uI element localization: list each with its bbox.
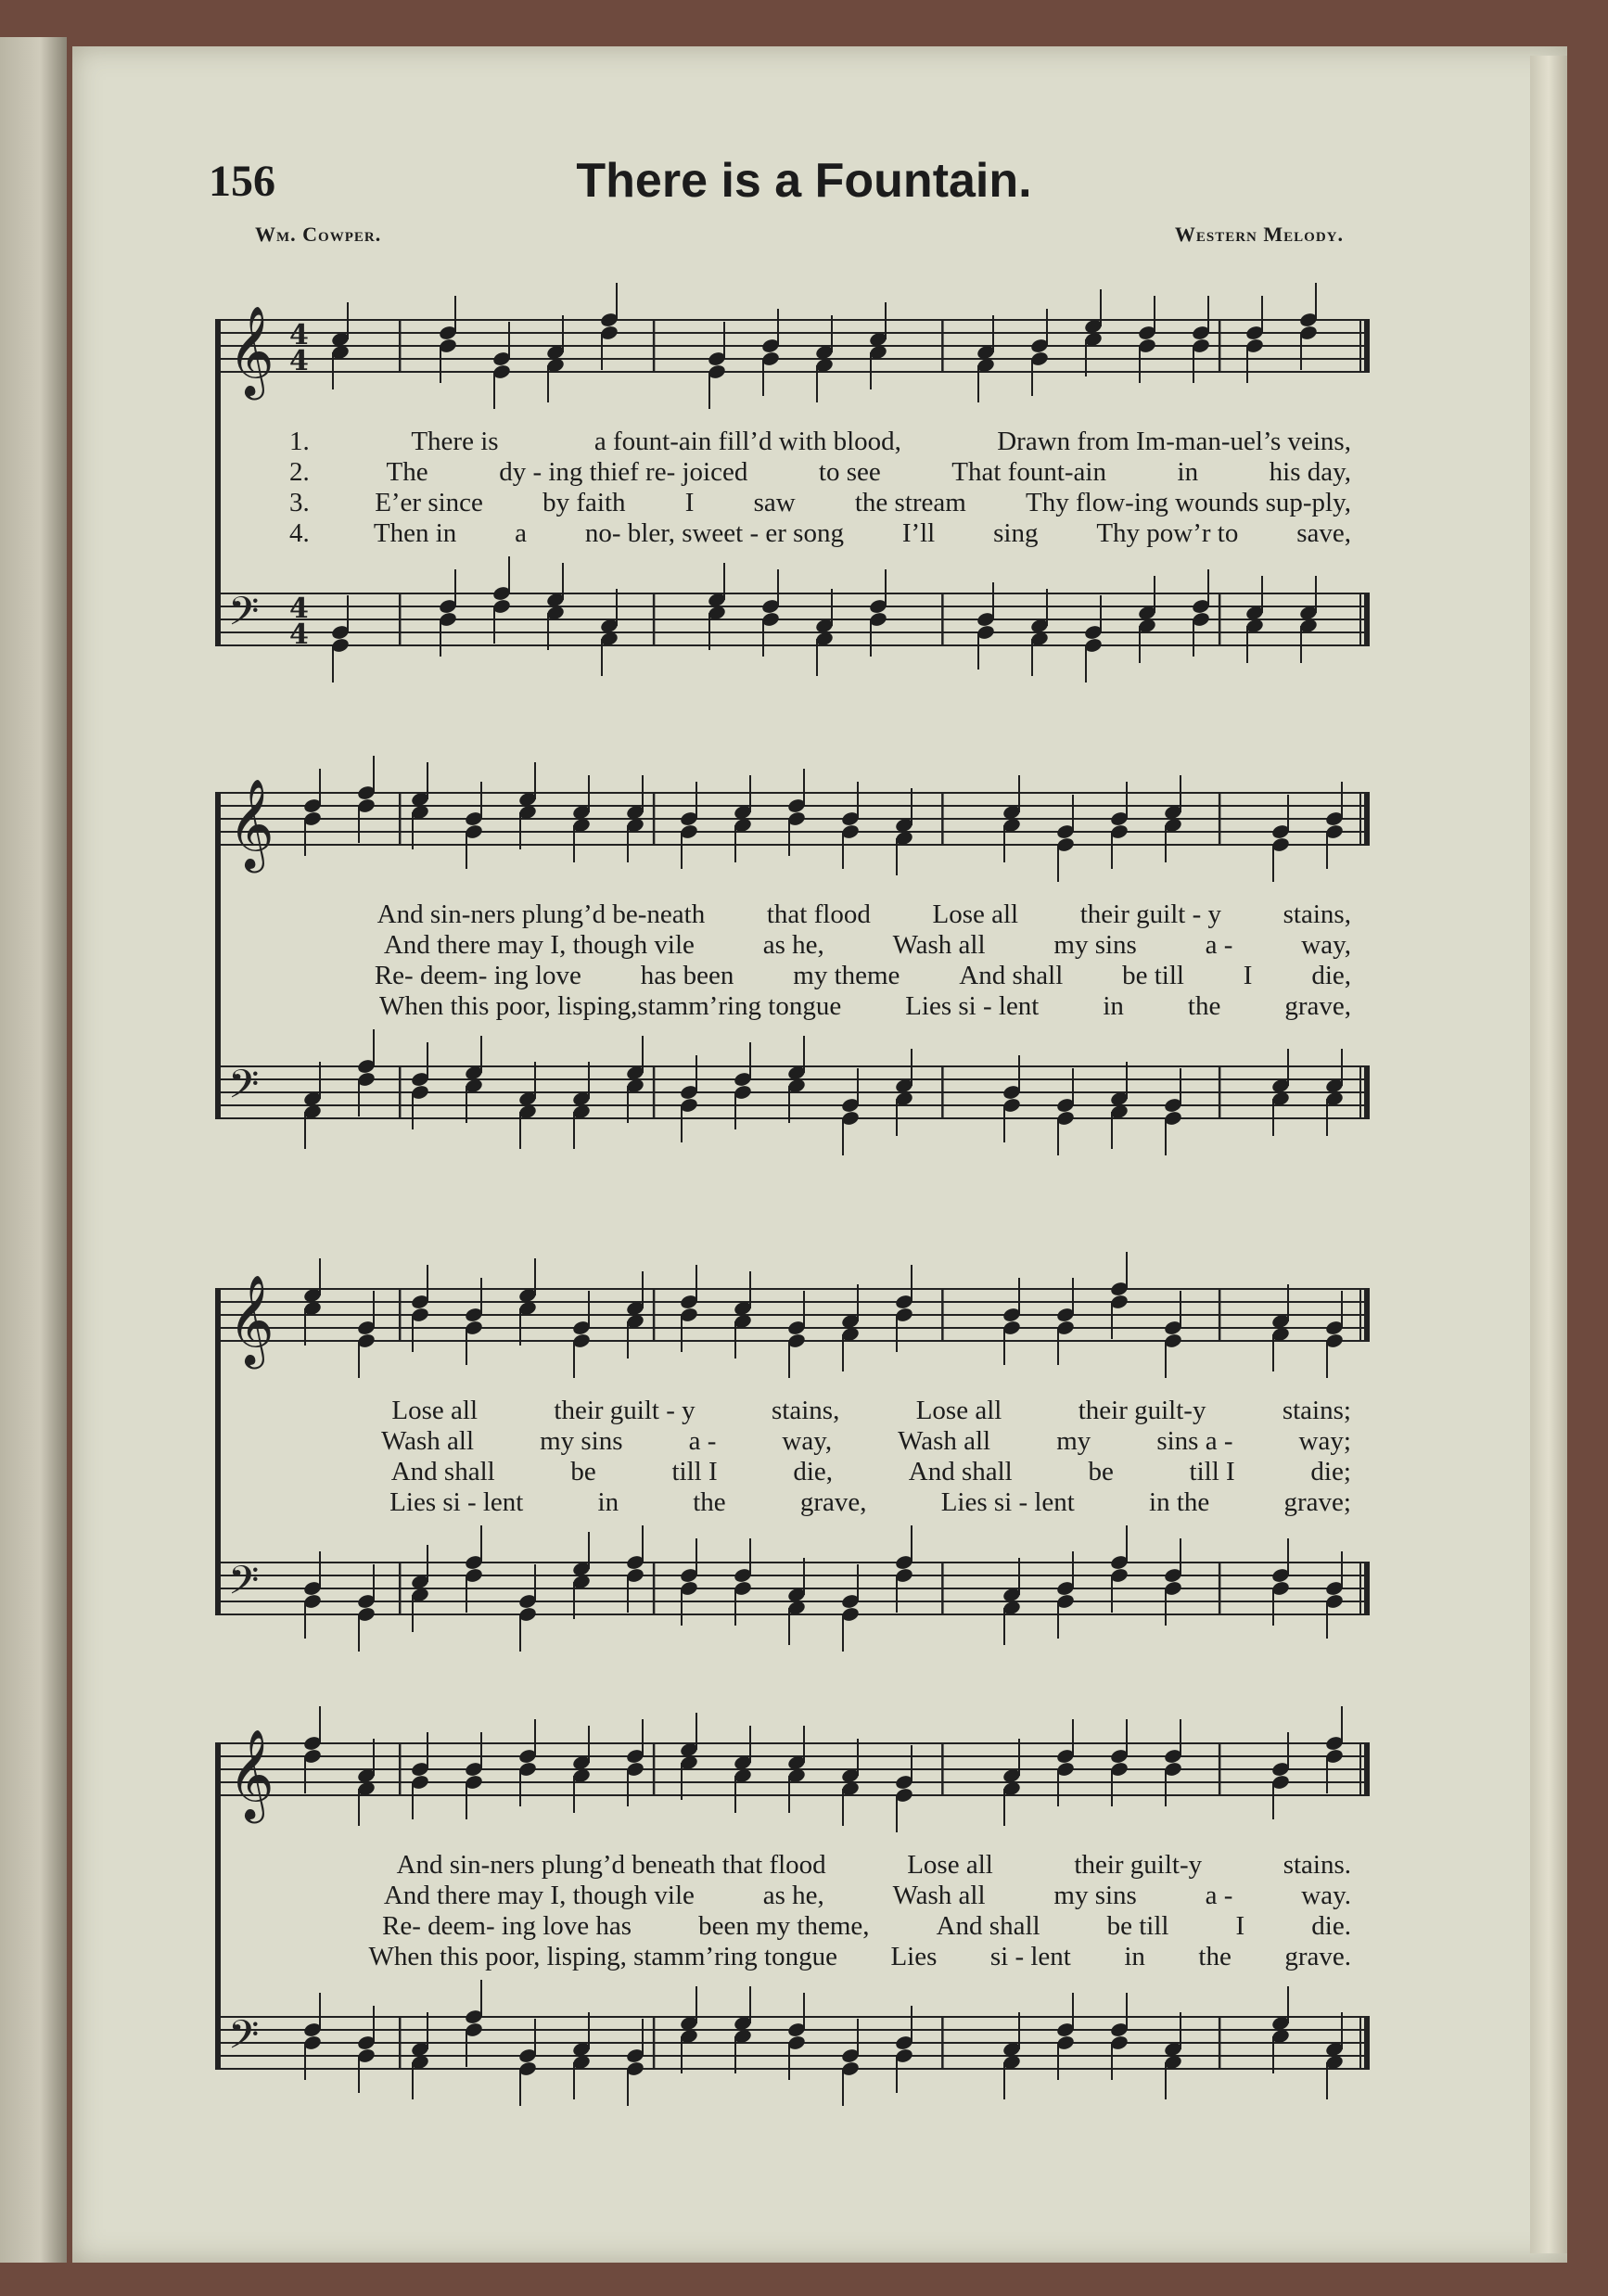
lyric-segment: That fount-ain <box>951 457 1106 487</box>
note <box>894 1265 913 1352</box>
lyric-segment: And sin-ners plung’d beneath that flood <box>396 1850 826 1880</box>
lyric-segment: Thy pow’r to <box>1096 518 1239 548</box>
lyric-segment: my theme <box>793 961 900 990</box>
lyric-segment: that flood <box>766 899 871 929</box>
note <box>599 283 619 370</box>
note <box>1109 1252 1129 1339</box>
lyric-segment: way, <box>1301 930 1351 960</box>
lyric-segment: Wash all <box>892 930 986 960</box>
note <box>517 1719 537 1806</box>
lyric-segment: There is <box>411 427 499 456</box>
note <box>840 782 860 869</box>
note <box>840 1564 860 1652</box>
lyric-segment: And shall <box>908 1457 1013 1486</box>
lyric-segment: grave; <box>1283 1487 1351 1517</box>
time-signature-bottom: 4 <box>289 619 309 651</box>
verse-number <box>289 930 315 961</box>
lyric-segment: sing <box>993 518 1039 548</box>
note <box>1055 1993 1075 2080</box>
lyric-segment: their guilt-y <box>1078 1396 1206 1425</box>
note <box>464 1525 483 1613</box>
note <box>840 1068 860 1155</box>
note <box>464 1980 483 2067</box>
lyric-segment: stains, <box>772 1396 840 1425</box>
bass-staff <box>215 1980 1370 2106</box>
time-signature-top: 4 <box>289 593 309 625</box>
treble-staff-svg <box>215 1702 1370 1841</box>
note <box>1055 795 1075 882</box>
lyric-segment: till I <box>671 1457 718 1486</box>
bass-clef-icon: 𝄢 <box>228 1558 260 1614</box>
lyric-segment: Drawn from Im-man-uel’s veins, <box>997 427 1351 456</box>
lyric-segment: die, <box>793 1457 834 1486</box>
note <box>1163 1291 1182 1378</box>
lyric-line <box>215 1911 1370 1942</box>
note <box>1270 1538 1290 1626</box>
lyric-segment: And shall <box>936 1911 1040 1941</box>
lyric-segment: grave, <box>1284 991 1351 1021</box>
lyric-segment: Lies <box>890 1942 938 1971</box>
note <box>786 769 806 856</box>
verse-number <box>289 899 315 930</box>
lyric-segment: Thy flow-ing wounds sup-ply, <box>1026 488 1351 517</box>
note <box>786 1993 806 2080</box>
lyric-segment: their guilt - y <box>1079 899 1221 929</box>
lyric-segment: sins a - <box>1156 1426 1233 1456</box>
note <box>1191 296 1210 383</box>
lyric-segment: saw <box>753 488 796 517</box>
verse-number: 3. <box>289 488 310 517</box>
lyric-line <box>215 1457 1370 1487</box>
lyric-segment: way, <box>782 1426 833 1456</box>
lyrics-block <box>215 1850 1370 1972</box>
lyric-line <box>215 518 1370 549</box>
verse-number <box>289 1457 315 1487</box>
note <box>410 1042 429 1129</box>
lyric-segment: my sins <box>540 1426 623 1456</box>
lyric-segment: Re- deem- ing love <box>374 961 581 990</box>
note <box>1270 1732 1290 1819</box>
note <box>1055 1068 1075 1155</box>
lyric-segment: till I <box>1189 1457 1235 1486</box>
note <box>1324 1551 1344 1639</box>
lyric-segment: in the <box>1149 1487 1210 1517</box>
note <box>1083 595 1103 682</box>
lyric-segment: has been <box>640 961 734 990</box>
lyric-segment: I <box>1235 1911 1245 1941</box>
note <box>894 2006 913 2093</box>
time-signature-bottom: 4 <box>289 345 309 377</box>
note <box>1163 1719 1182 1806</box>
lyric-segment: Wash all <box>381 1426 475 1456</box>
bass-clef-icon: 𝄢 <box>228 589 260 644</box>
lyric-line <box>215 1850 1370 1881</box>
lyric-segment: When this poor, lisping,stamm’ring tongue <box>378 991 842 1021</box>
lyric-segment: Lose all <box>391 1396 478 1425</box>
note <box>302 1993 322 2080</box>
lyric-segment: a fount-ain fill’d with blood, <box>593 427 901 456</box>
lyric-line <box>215 1396 1370 1426</box>
lyric-segment: his day, <box>1269 457 1351 487</box>
note <box>491 556 511 644</box>
lyric-segment: their guilt-y <box>1074 1850 1203 1880</box>
lyric-segment: the <box>693 1487 726 1517</box>
lyric-segment: die. <box>1311 1911 1351 1941</box>
lyric-line <box>215 961 1370 991</box>
lyric-segment: in <box>1177 457 1199 487</box>
lyric-segment: stains, <box>1283 899 1351 929</box>
lyric-segment: Re- deem- ing love has <box>382 1911 632 1941</box>
lyric-segment: Lose all <box>907 1850 993 1880</box>
lyric-segment: way; <box>1298 1426 1351 1456</box>
lyric-segment: a - <box>688 1426 717 1456</box>
note <box>894 1745 913 1832</box>
note <box>976 582 995 670</box>
note <box>1055 1719 1075 1806</box>
note <box>1109 1993 1129 2080</box>
lyric-line <box>215 488 1370 518</box>
note <box>356 1029 376 1116</box>
lyric-segment: dy - ing thief re- joiced <box>499 457 748 487</box>
note <box>868 569 887 657</box>
lyric-segment: a <box>515 518 527 548</box>
lyric-segment: to see <box>818 457 881 487</box>
treble-staff-svg <box>215 751 1370 890</box>
lyric-segment: I <box>684 488 695 517</box>
lyric-segment: When this poor, lisping, stamm’ring tongue <box>368 1942 837 1971</box>
lyric-line <box>215 427 1370 457</box>
lyric-segment: the <box>1187 991 1221 1021</box>
lyric-segment: as he, <box>762 1881 824 1910</box>
note <box>786 1291 806 1378</box>
lyric-segment: in <box>597 1487 619 1517</box>
lyric-line <box>215 930 1370 961</box>
note <box>302 1551 322 1639</box>
lyric-segment: their guilt - y <box>554 1396 696 1425</box>
lyric-segment: And there may I, though vile <box>383 930 695 960</box>
lyric-segment: stains; <box>1282 1396 1351 1425</box>
note <box>1029 309 1049 396</box>
lyric-segment: be till <box>1122 961 1184 990</box>
lyric-segment: die; <box>1310 1457 1351 1486</box>
note <box>491 322 511 409</box>
note <box>410 1265 429 1352</box>
verse-number: 1. <box>289 427 310 456</box>
note <box>760 309 780 396</box>
lyric-segment: be till <box>1106 1911 1169 1941</box>
lyric-segment: been my theme, <box>698 1911 870 1941</box>
lyric-segment: And shall <box>390 1457 495 1486</box>
note <box>1055 1551 1075 1639</box>
note <box>571 1291 591 1378</box>
lyric-segment: Then in <box>373 518 457 548</box>
note <box>1324 782 1344 869</box>
treble-clef-icon: 𝄞 <box>228 778 274 869</box>
bass-staff <box>215 1029 1370 1155</box>
lyric-segment: be <box>570 1457 596 1486</box>
lyric-segment: Lose all <box>915 1396 1002 1425</box>
note <box>1324 1706 1344 1793</box>
note <box>1137 296 1156 383</box>
lyric-segment: I <box>1243 961 1253 990</box>
lyrics-block <box>215 1396 1370 1518</box>
lyric-segment: the <box>1198 1942 1232 1971</box>
lyric-segment: save, <box>1296 518 1351 548</box>
verse-number <box>289 1911 315 1942</box>
note <box>1109 1719 1129 1806</box>
bass-clef-icon: 𝄢 <box>228 1062 260 1117</box>
lyrics-block <box>215 899 1370 1022</box>
lyric-segment: Lose all <box>932 899 1019 929</box>
note <box>517 2019 537 2106</box>
lyric-line <box>215 1426 1370 1457</box>
lyric-line <box>215 1942 1370 1972</box>
note <box>625 1525 644 1613</box>
note <box>356 1291 376 1378</box>
bass-staff-svg <box>215 556 1370 705</box>
lyric-segment: Lies si - lent <box>905 991 1040 1021</box>
lyrics-block <box>215 427 1370 549</box>
treble-clef-icon: 𝄞 <box>228 1728 274 1819</box>
note <box>464 1278 483 1365</box>
bass-staff-svg <box>215 1525 1370 1674</box>
tune-credit: Western Melody. <box>1174 223 1344 246</box>
note <box>438 569 457 657</box>
verse-number <box>289 1881 315 1911</box>
note <box>464 782 483 869</box>
page-stack-edge <box>1530 56 1567 2253</box>
note <box>1324 1291 1344 1378</box>
lyric-segment: in <box>1124 1942 1145 1971</box>
verse-number <box>289 1942 315 1972</box>
verse-number <box>289 961 315 991</box>
note <box>1270 795 1290 882</box>
note <box>1244 296 1264 383</box>
previous-page-edge <box>0 37 67 2263</box>
lyric-segment: Lies si - lent <box>389 1487 524 1517</box>
verse-number <box>289 991 315 1022</box>
note <box>733 1538 752 1626</box>
time-signature-top: 4 <box>289 319 309 351</box>
lyric-line <box>215 457 1370 488</box>
lyric-segment: stains. <box>1283 1850 1351 1880</box>
note <box>1163 1068 1182 1155</box>
lyric-segment: Lies si - lent <box>940 1487 1075 1517</box>
author-credit: Wm. Cowper. <box>255 223 382 246</box>
note <box>1298 283 1318 370</box>
lyric-segment: Wash all <box>892 1881 986 1910</box>
treble-staff-svg <box>215 1247 1370 1386</box>
note <box>625 2019 644 2106</box>
hymn-title: There is a Fountain. <box>576 154 1032 208</box>
treble-staff <box>215 1252 1370 1378</box>
note <box>707 322 726 409</box>
treble-clef-icon: 𝄞 <box>228 305 274 396</box>
note <box>1109 1525 1129 1613</box>
lyric-segment: no- bler, sweet - er song <box>584 518 844 548</box>
lyric-segment: my sins <box>1053 1881 1137 1910</box>
treble-staff <box>215 283 1370 409</box>
lyric-segment: grave. <box>1284 1942 1351 1971</box>
note <box>356 2006 376 2093</box>
note <box>679 1538 698 1626</box>
note <box>410 1732 429 1819</box>
lyric-segment: a - <box>1205 1881 1233 1910</box>
lyric-line <box>215 1487 1370 1518</box>
note <box>1055 1278 1075 1365</box>
lyric-segment: die, <box>1311 961 1351 990</box>
lyric-segment: be <box>1088 1457 1114 1486</box>
treble-clef-icon: 𝄞 <box>228 1274 274 1365</box>
note <box>356 1564 376 1652</box>
lyric-segment: E’er since <box>375 488 483 517</box>
verse-number: 4. <box>289 518 310 548</box>
note <box>760 569 780 657</box>
lyric-segment: And there may I, though vile <box>383 1881 695 1910</box>
note <box>679 1055 698 1142</box>
note <box>302 769 322 856</box>
verse-number <box>289 1426 315 1457</box>
note <box>302 1706 322 1793</box>
lyric-segment: by faith <box>542 488 626 517</box>
note <box>356 756 376 843</box>
lyric-segment: in <box>1103 991 1124 1021</box>
note <box>733 1042 752 1129</box>
note <box>1002 1055 1021 1142</box>
verse-number <box>289 1487 315 1518</box>
bass-staff <box>215 1525 1370 1652</box>
lyric-segment: And sin-ners plung’d be-neath <box>376 899 706 929</box>
note <box>894 1525 913 1613</box>
note <box>517 1564 537 1652</box>
treble-staff-svg <box>215 278 1370 417</box>
lyric-segment: my <box>1056 1426 1091 1456</box>
note <box>438 296 457 383</box>
treble-staff <box>215 756 1370 882</box>
bass-clef-icon: 𝄢 <box>228 2012 260 2068</box>
bass-staff <box>215 556 1370 682</box>
verse-number <box>289 1850 315 1881</box>
lyric-segment: The <box>386 457 428 487</box>
note <box>679 782 698 869</box>
note <box>625 1719 644 1806</box>
lyric-segment: a - <box>1205 930 1233 960</box>
lyric-segment: the stream <box>854 488 966 517</box>
treble-staff <box>215 1706 1370 1832</box>
lyric-line <box>215 899 1370 930</box>
note <box>1163 1538 1182 1626</box>
verse-number: 2. <box>289 457 310 487</box>
bass-staff-svg <box>215 1029 1370 1178</box>
note <box>1191 569 1210 657</box>
note <box>679 1265 698 1352</box>
lyric-segment: And shall <box>959 961 1064 990</box>
lyric-segment: si - lent <box>989 1942 1071 1971</box>
lyric-line <box>215 1881 1370 1911</box>
verse-number <box>289 1396 315 1426</box>
note <box>840 2019 860 2106</box>
lyric-segment: I’ll <box>901 518 936 548</box>
note <box>1109 782 1129 869</box>
lyric-segment: my sins <box>1053 930 1137 960</box>
note <box>464 1732 483 1819</box>
lyric-segment: way. <box>1301 1881 1351 1910</box>
page-number: 156 <box>209 157 275 206</box>
lyric-line <box>215 991 1370 1022</box>
lyric-segment: grave, <box>799 1487 867 1517</box>
note <box>1002 1278 1021 1365</box>
note <box>330 595 350 682</box>
bass-staff-svg <box>215 1980 1370 2128</box>
lyric-segment: Wash all <box>898 1426 991 1456</box>
lyric-segment: as he, <box>762 930 824 960</box>
